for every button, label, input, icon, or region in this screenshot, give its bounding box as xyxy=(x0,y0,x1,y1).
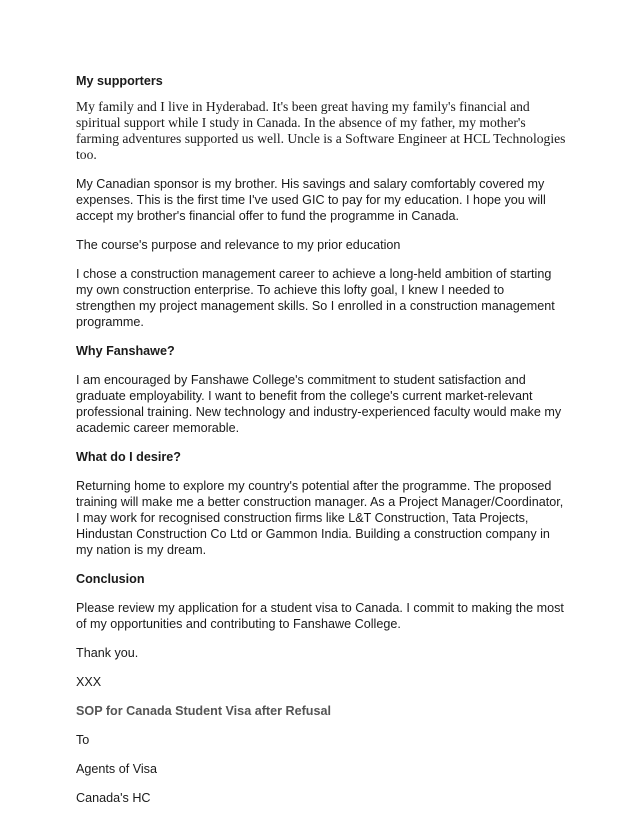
agents-line: Agents of Visa xyxy=(76,762,157,776)
refusal-heading: SOP for Canada Student Visa after Refusal xyxy=(76,704,331,718)
document-page xyxy=(76,73,566,806)
supporters-paragraph-1: My family and I live in Hyderabad. It's been great having my family's financial and spiritual support while I study in Canada. In the absence of my father, my mother's farming adventures supported us well. Uncle is a Software Engineer at HCL Technologies too. xyxy=(76,99,566,162)
fanshawe-paragraph: I am encouraged by Fanshawe College's commitment to student satisfaction and graduate employability. I want to benefit from the college's current market-relevant professional training. New technology and industry-experienced faculty would make my academic career memorable. xyxy=(76,373,562,435)
supporters-paragraph-2: My Canadian sponsor is my brother. His savings and salary comfortably covered my expenses. This is the first time I've used GIC to pay for my education. I hope you will accept my brother's financial offer to fund the programme in Canada. xyxy=(76,177,546,223)
course-heading: The course's purpose and relevance to my prior education xyxy=(76,238,401,252)
fanshawe-heading: Why Fanshawe? xyxy=(76,344,175,358)
desire-paragraph: Returning home to explore my country's potential after the programme. The proposed training will make me a better construction manager. As a Project Manager/Coordinator, I may work for recognised construction firms like L&T Construction, Tata Projects, Hindustan Construction Co Ltd or Gammon India. Building a construction company in my nation is my dream. xyxy=(76,479,564,557)
conclusion-paragraph: Please review my application for a student visa to Canada. I commit to making the most of my opportunities and contributing to Fanshawe College. xyxy=(76,601,564,631)
signature: XXX xyxy=(76,675,102,689)
hc-line: Canada's HC xyxy=(76,791,151,805)
conclusion-heading: Conclusion xyxy=(76,572,145,586)
desire-heading: What do I desire? xyxy=(76,450,181,464)
course-paragraph: I chose a construction management career to achieve a long-held ambition of starting my own construction enterprise. To achieve this lofty goal, I knew I needed to strengthen my project management skills. So I enrolled in a construction management programme. xyxy=(76,267,555,329)
supporters-heading: My supporters xyxy=(76,74,163,88)
to-line: To xyxy=(76,733,90,747)
thanks-line: Thank you. xyxy=(76,646,139,660)
